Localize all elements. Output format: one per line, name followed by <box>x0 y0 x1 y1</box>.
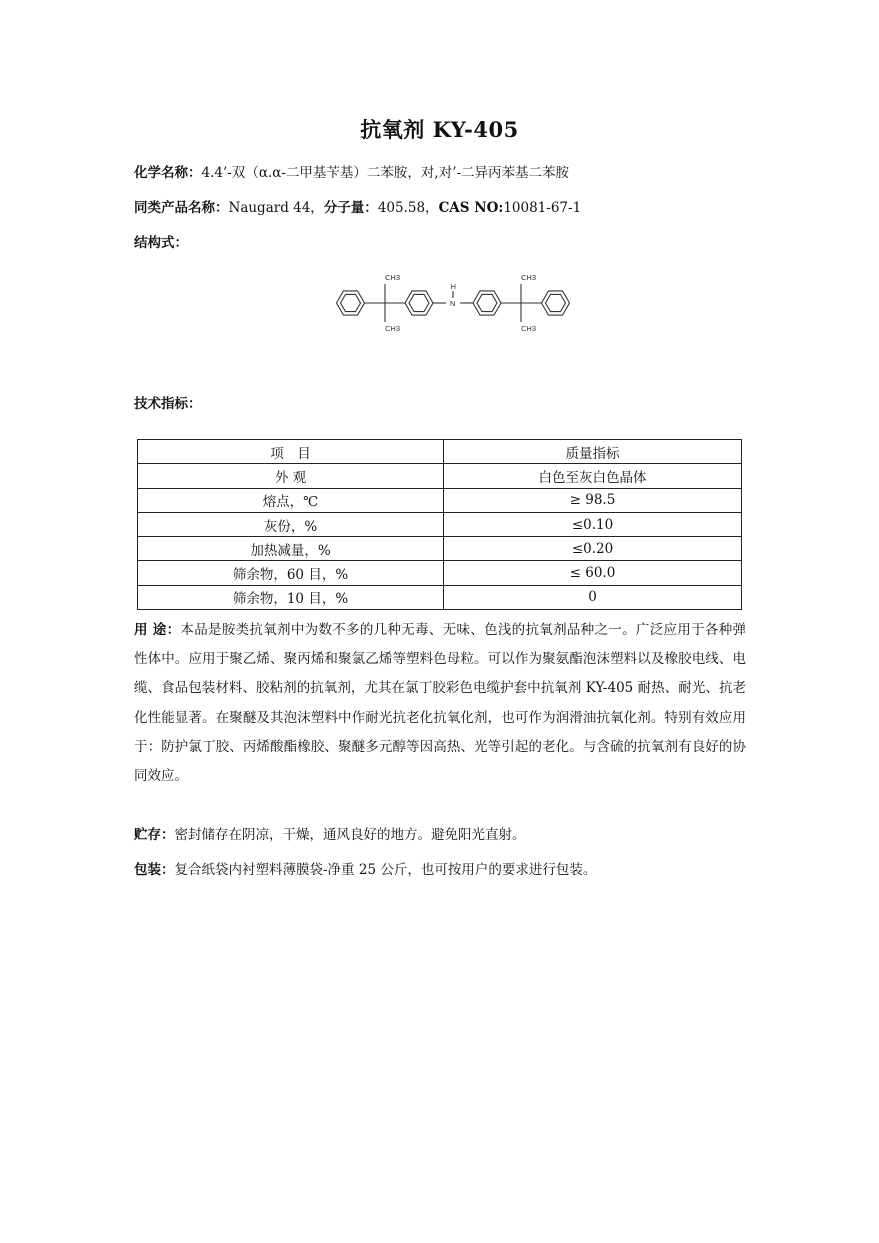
table-row <box>138 561 742 585</box>
table-cell: 外 观 <box>138 464 444 488</box>
similar-product-line <box>134 196 581 216</box>
packaging-label: 包装： <box>134 862 175 878</box>
technical-spec-label: 技术指标： <box>134 396 202 412</box>
usage-paragraph <box>134 616 746 791</box>
table-cell: 白色至灰白色晶体 <box>444 464 742 488</box>
methyl-label-2: CH3 <box>385 324 401 333</box>
chemical-name-value: 4.4’-双（α.α-二甲基苄基）二苯胺，对,对’-二异丙苯基二苯胺 <box>201 165 570 181</box>
molecular-weight-value: 405.58， <box>377 200 439 216</box>
similar-product-label: 同类产品名称： <box>134 200 229 216</box>
packaging-text: 复合纸袋内衬塑料薄膜袋-净重 25 公斤，也可按用户的要求进行包装。 <box>174 862 597 878</box>
table-row <box>138 537 742 561</box>
table-cell: 筛余物，10 目，% <box>138 585 444 609</box>
table-cell: 灰份，% <box>138 512 444 536</box>
table-row <box>138 585 742 609</box>
table-header-cell: 项 目 <box>138 440 444 464</box>
structural-formula <box>333 268 573 340</box>
chemical-name-line <box>134 161 569 181</box>
methyl-label-4: CH3 <box>521 324 537 333</box>
similar-product-value: Naugard 44， <box>228 200 324 216</box>
methyl-label-3: CH3 <box>521 273 537 282</box>
table-row <box>138 488 742 512</box>
table-cell: 0 <box>444 585 742 609</box>
storage-label: 贮存： <box>134 827 175 843</box>
methyl-label-1: CH3 <box>385 273 401 282</box>
table-header-row <box>138 440 742 464</box>
usage-label: 用 途： <box>134 622 181 638</box>
cas-label: CAS NO: <box>438 200 504 216</box>
packaging-paragraph <box>134 856 746 885</box>
nitrogen-label: N <box>450 299 456 308</box>
table-cell: 加热减量，% <box>138 537 444 561</box>
hydrogen-label: H <box>450 282 456 291</box>
structure-label: 结构式： <box>134 235 188 251</box>
cas-value: 10081-67-1 <box>503 200 582 216</box>
page-title: 抗氧剂 KY-405 <box>360 117 519 142</box>
table-header-cell: 质量指标 <box>444 440 742 464</box>
table-cell: ≤0.10 <box>444 512 742 536</box>
table-row <box>138 464 742 488</box>
table-row <box>138 512 742 536</box>
molecular-weight-label: 分子量： <box>323 200 378 216</box>
table-cell: ≤0.20 <box>444 537 742 561</box>
storage-text: 密封储存在阴凉，干燥，通风良好的地方。避免阳光直射。 <box>174 827 526 843</box>
table-cell: ≤ 60.0 <box>444 561 742 585</box>
spec-table <box>137 439 742 610</box>
table-cell: 筛余物，60 目，% <box>138 561 444 585</box>
usage-text: 本品是胺类抗氧剂中为数不多的几种无毒、无味、色浅的抗氧剂品种之一。广泛应用于各种弹性体中。应用于聚乙烯、聚丙烯和聚氯乙烯等塑料色母粒。可以作为聚氨酯泡沫塑料以及橡胶电线、电缆、食品包装材料、胶粘剂的抗氧剂，尤其在氯丁胶彩色电缆护套中抗氧剂 KY-405 耐热、耐光、抗老化性能显著。在聚醚及其泡沫塑料中作耐光抗老化抗氧化剂，也可作为润滑油抗氧化剂。特别有效应用于：防护氯丁胶、丙烯酸酯橡胶、聚醚多元醇等因高热、光等引起的老化。与含硫的抗氧剂有良好的协同效应。 <box>134 622 747 785</box>
table-cell: 熔点，℃ <box>138 488 444 512</box>
table-cell: ≥ 98.5 <box>444 488 742 512</box>
storage-paragraph <box>134 821 746 850</box>
chemical-name-label: 化学名称： <box>134 165 202 181</box>
